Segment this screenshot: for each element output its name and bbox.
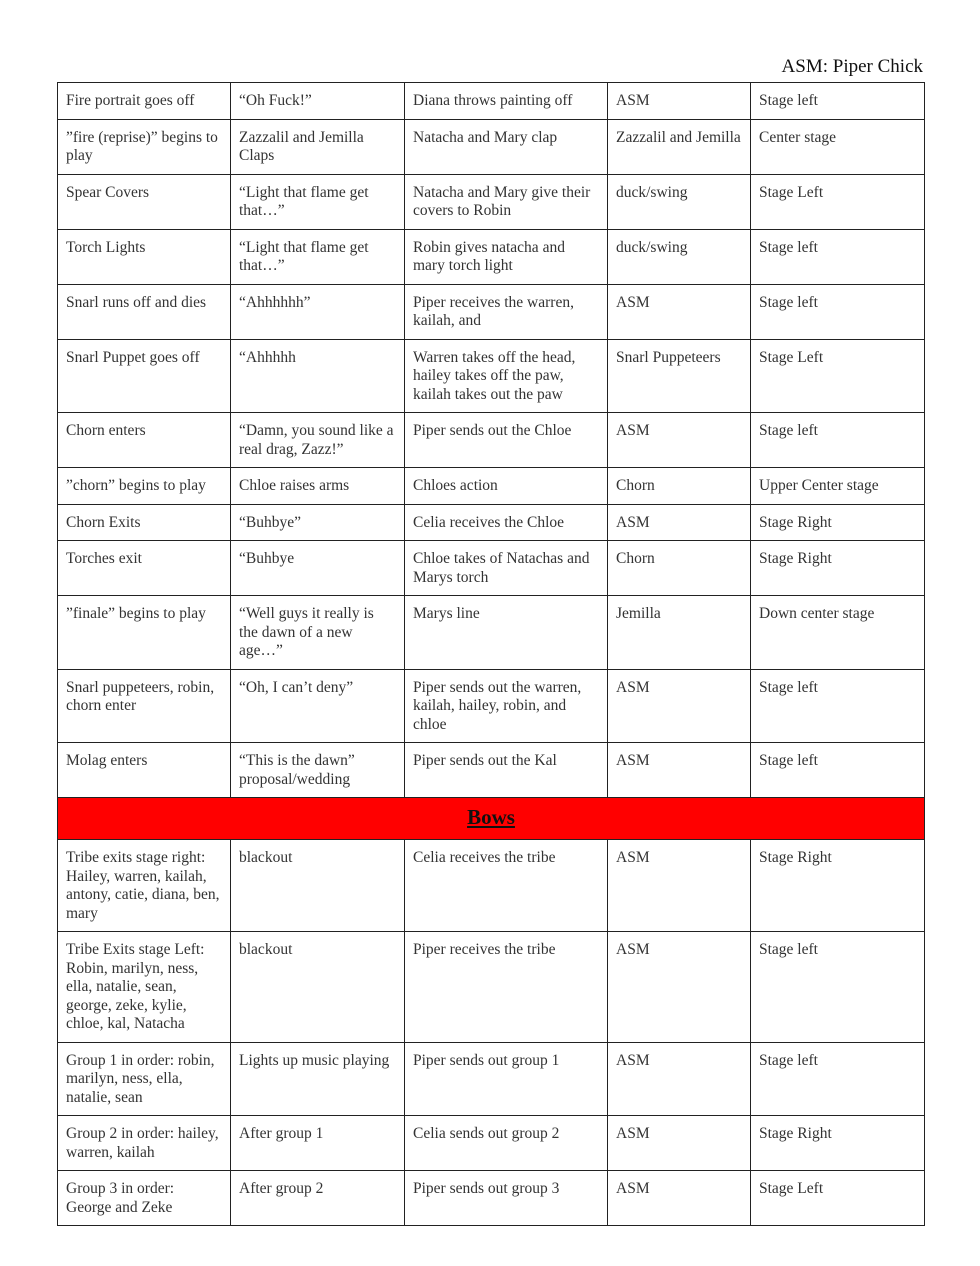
section-title: Bows [467,804,515,829]
cue-location: Stage left [751,1042,925,1116]
table-row [58,541,925,596]
table-row [58,1171,925,1226]
cue-rows-before-bows [58,83,925,798]
cue-description: Snarl puppeteers, robin, chorn enter [58,669,231,743]
cue-responsible: ASM [608,1042,751,1116]
cue-description: Chorn Exits [58,504,231,541]
cue-description: ”chorn” begins to play [58,468,231,505]
table-row [58,284,925,339]
cue-responsible: Snarl Puppeteers [608,339,751,413]
cue-action: Celia receives the Chloe [405,504,608,541]
table-row [58,83,925,120]
cue-location: Stage Left [751,339,925,413]
cue-description: Tribe Exits stage Left: Robin, marilyn, ness, ella, natalie, sean, george, zeke, kylie, chloe, kal, Natacha [58,932,231,1043]
cue-action: Chloes action [405,468,608,505]
cue-responsible: Chorn [608,541,751,596]
cue-location: Stage left [751,229,925,284]
table-row [58,1042,925,1116]
cue-description: Snarl Puppet goes off [58,339,231,413]
cue-location: Stage Right [751,1116,925,1171]
cue-action: Piper receives the tribe [405,932,608,1043]
cue-responsible: Jemilla [608,596,751,670]
cue-responsible: ASM [608,840,751,932]
cue-line: After group 2 [231,1171,405,1226]
cue-line: “Light that flame get that…” [231,174,405,229]
cue-description: Tribe exits stage right: Hailey, warren, kailah, antony, catie, diana, ben, mary [58,840,231,932]
cue-action: Piper sends out the warren, kailah, hailey, robin, and chloe [405,669,608,743]
table-row [58,840,925,932]
cue-location: Stage Right [751,504,925,541]
cue-action: Piper receives the warren, kailah, and [405,284,608,339]
cue-location: Stage left [751,932,925,1043]
bows-section [58,798,925,840]
table-row [58,339,925,413]
cue-action: Piper sends out the Chloe [405,413,608,468]
section-header-row [58,798,925,840]
cue-line: Chloe raises arms [231,468,405,505]
table-row [58,1116,925,1171]
cue-description: Torches exit [58,541,231,596]
section-header-cell [58,798,925,840]
cue-action: Warren takes off the head, hailey takes off the paw, kailah takes out the paw [405,339,608,413]
cue-description: Group 2 in order: hailey, warren, kailah [58,1116,231,1171]
cue-responsible: ASM [608,1171,751,1226]
table-row [58,743,925,798]
cue-line: “Light that flame get that…” [231,229,405,284]
cue-description: ”finale” begins to play [58,596,231,670]
cue-location: Stage Right [751,541,925,596]
table-row [58,468,925,505]
cue-action: Robin gives natacha and mary torch light [405,229,608,284]
cue-line: “Buhbye [231,541,405,596]
cue-action: Piper sends out group 1 [405,1042,608,1116]
cue-rows-after-bows [58,840,925,1226]
cue-responsible: ASM [608,932,751,1043]
cue-location: Stage Right [751,840,925,932]
table-row [58,596,925,670]
cue-line: “Oh, I can’t deny” [231,669,405,743]
cue-description: Spear Covers [58,174,231,229]
cue-line: “Ahhhhh [231,339,405,413]
cue-location: Stage left [751,413,925,468]
table-row [58,504,925,541]
cue-line: “Damn, you sound like a real drag, Zazz!” [231,413,405,468]
cue-responsible: ASM [608,413,751,468]
cue-location: Stage left [751,743,925,798]
cue-line: “This is the dawn” proposal/wedding [231,743,405,798]
cue-location: Stage Left [751,174,925,229]
cue-description: Group 3 in order: George and Zeke [58,1171,231,1226]
cue-responsible: ASM [608,743,751,798]
cue-action: Marys line [405,596,608,670]
cue-responsible: ASM [608,284,751,339]
cue-responsible: Zazzalil and Jemilla [608,119,751,174]
cue-line: “Ahhhhhh” [231,284,405,339]
cue-description: ”fire (reprise)” begins to play [58,119,231,174]
cue-action: Celia sends out group 2 [405,1116,608,1171]
cue-responsible: ASM [608,504,751,541]
cue-line: “Well guys it really is the dawn of a new age…” [231,596,405,670]
cue-location: Down center stage [751,596,925,670]
cue-description: Torch Lights [58,229,231,284]
cue-description: Chorn enters [58,413,231,468]
cue-location: Stage left [751,284,925,339]
cue-description: Fire portrait goes off [58,83,231,120]
cue-responsible: ASM [608,669,751,743]
cue-line: Zazzalil and Jemilla Claps [231,119,405,174]
table-row [58,669,925,743]
cue-responsible: ASM [608,1116,751,1171]
cue-location: Stage Left [751,1171,925,1226]
cue-description: Snarl runs off and dies [58,284,231,339]
cue-description: Molag enters [58,743,231,798]
cue-responsible: Chorn [608,468,751,505]
cue-location: Stage left [751,83,925,120]
cue-location: Stage left [751,669,925,743]
table-row [58,174,925,229]
cue-line: blackout [231,840,405,932]
cue-line: Lights up music playing [231,1042,405,1116]
table-row [58,413,925,468]
cue-action: Chloe takes of Natachas and Marys torch [405,541,608,596]
cue-action: Diana throws painting off [405,83,608,120]
cue-action: Natacha and Mary give their covers to Robin [405,174,608,229]
table-row [58,119,925,174]
cue-line: After group 1 [231,1116,405,1171]
cue-line: blackout [231,932,405,1043]
cue-responsible: ASM [608,83,751,120]
cue-location: Upper Center stage [751,468,925,505]
cue-action: Piper sends out group 3 [405,1171,608,1226]
cue-line: “Buhbye” [231,504,405,541]
cue-responsible: duck/swing [608,229,751,284]
cue-responsible: duck/swing [608,174,751,229]
cue-line: “Oh Fuck!” [231,83,405,120]
asm-header: ASM: Piper Chick [781,56,923,77]
table-row [58,932,925,1043]
cue-action: Piper sends out the Kal [405,743,608,798]
cue-table [57,82,925,1226]
table-row [58,229,925,284]
cue-action: Celia receives the tribe [405,840,608,932]
cue-description: Group 1 in order: robin, marilyn, ness, ella, natalie, sean [58,1042,231,1116]
cue-location: Center stage [751,119,925,174]
cue-action: Natacha and Mary clap [405,119,608,174]
